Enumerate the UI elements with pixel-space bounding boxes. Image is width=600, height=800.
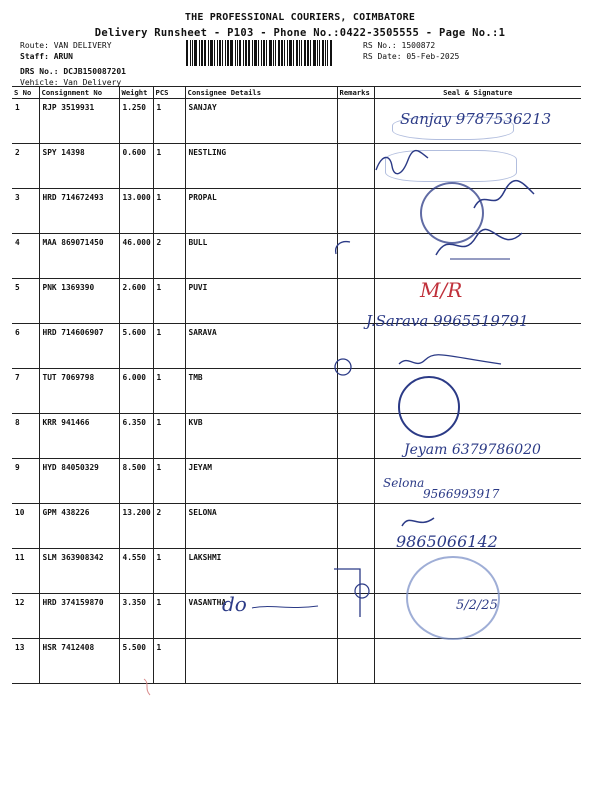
cell-seal-signature	[374, 639, 581, 684]
cell-remarks	[337, 99, 374, 144]
cell-sno: 7	[12, 369, 39, 414]
cell-weight: 6.000	[119, 369, 153, 414]
signature-row11-phone: 9865066142	[396, 532, 498, 551]
cell-consignee: BULL	[185, 234, 337, 279]
cell-pcs: 1	[153, 189, 185, 234]
cell-sno: 3	[12, 189, 39, 234]
route-label: Route: VAN DELIVERY	[20, 41, 112, 50]
cell-remarks	[337, 639, 374, 684]
cell-weight: 13.000	[119, 189, 153, 234]
cell-weight: 13.200	[119, 504, 153, 549]
cell-pcs: 1	[153, 324, 185, 369]
table-row	[12, 189, 581, 234]
cell-pcs: 1	[153, 639, 185, 684]
cell-consignment-no: KRR 941466	[39, 414, 119, 459]
table-row	[12, 234, 581, 279]
cell-remarks	[337, 414, 374, 459]
col-header-consignment: Consignment No	[39, 87, 119, 99]
cell-sno: 2	[12, 144, 39, 189]
cell-weight: 5.500	[119, 639, 153, 684]
date-row12: 5/2/25	[456, 598, 498, 613]
signature-row6: J.Sarava 9965519791	[366, 312, 529, 330]
cell-consignee: LAKSHMI	[185, 549, 337, 594]
signature-row9: Jeyam 6379786020	[404, 442, 541, 458]
company-title: THE PROFESSIONAL COURIERS, COIMBATORE	[184, 12, 416, 23]
cell-pcs: 1	[153, 549, 185, 594]
cell-consignment-no: SLM 363908342	[39, 549, 119, 594]
cell-sno: 11	[12, 549, 39, 594]
cell-remarks	[337, 504, 374, 549]
table-row	[12, 324, 581, 369]
seal-stamp-row8	[398, 376, 460, 438]
cell-remarks	[337, 459, 374, 504]
cell-weight: 6.350	[119, 414, 153, 459]
drs-number: DRS No.: DCJB150087201	[20, 67, 126, 76]
cell-consignment-no: MAA 869071450	[39, 234, 119, 279]
seal-stamp-row3	[420, 182, 484, 244]
cell-pcs: 2	[153, 504, 185, 549]
cell-remarks	[337, 234, 374, 279]
cell-sno: 1	[12, 99, 39, 144]
mark-row5: M/R	[420, 278, 463, 302]
vehicle-label: Vehicle: Van Delivery	[20, 78, 122, 87]
cell-consignment-no: PNK 1369390	[39, 279, 119, 324]
table-header-row	[12, 87, 581, 99]
cell-consignee: VASANTHA	[185, 594, 337, 639]
cell-consignment-no: HRD 714606907	[39, 324, 119, 369]
cell-pcs: 1	[153, 144, 185, 189]
signature-row10-name: Selona	[383, 476, 425, 490]
cell-pcs: 1	[153, 459, 185, 504]
cell-consignee: SANJAY	[185, 99, 337, 144]
cell-sno: 6	[12, 324, 39, 369]
cell-seal-signature	[374, 234, 581, 279]
cell-consignee: JEYAM	[185, 459, 337, 504]
rs-number: RS No.: 1500872	[363, 41, 436, 50]
cell-consignee: KVB	[185, 414, 337, 459]
cell-consignment-no: HRD 374159870	[39, 594, 119, 639]
runsheet-meta-right	[363, 40, 459, 62]
cell-pcs: 1	[153, 369, 185, 414]
cell-weight: 8.500	[119, 459, 153, 504]
cell-sno: 9	[12, 459, 39, 504]
cell-consignee: PUVI	[185, 279, 337, 324]
col-header-pcs: PCS	[153, 87, 185, 99]
cell-consignment-no: HRD 714672493	[39, 189, 119, 234]
cell-consignment-no: RJP 3519931	[39, 99, 119, 144]
cell-weight: 2.600	[119, 279, 153, 324]
cell-remarks	[337, 369, 374, 414]
col-header-weight: Weight	[119, 87, 153, 99]
seal-stamp-row2	[385, 150, 517, 182]
signature-row1: Sanjay 9787536213	[400, 110, 552, 128]
cell-pcs: 1	[153, 99, 185, 144]
cell-consignment-no: HYD 84050329	[39, 459, 119, 504]
col-header-seal: Seal & Signature	[374, 87, 581, 99]
cell-weight: 3.350	[119, 594, 153, 639]
cell-sno: 10	[12, 504, 39, 549]
col-header-sno: S No	[12, 87, 39, 99]
table-row	[12, 639, 581, 684]
rs-date: RS Date: 05-Feb-2025	[363, 52, 460, 61]
cell-weight: 5.600	[119, 324, 153, 369]
cell-consignee	[185, 639, 337, 684]
cell-remarks	[337, 594, 374, 639]
cell-consignment-no: GPM 438226	[39, 504, 119, 549]
cell-sno: 12	[12, 594, 39, 639]
cell-consignment-no: TUT 7069798	[39, 369, 119, 414]
mark-row13: do	[222, 592, 247, 616]
cell-remarks	[337, 549, 374, 594]
cell-weight: 0.600	[119, 144, 153, 189]
cell-consignee: SARAVA	[185, 324, 337, 369]
cell-sno: 13	[12, 639, 39, 684]
cell-consignee: NESTLING	[185, 144, 337, 189]
cell-pcs: 1	[153, 414, 185, 459]
cell-weight: 1.250	[119, 99, 153, 144]
cell-consignee: SELONA	[185, 504, 337, 549]
cell-pcs: 1	[153, 279, 185, 324]
cell-sno: 4	[12, 234, 39, 279]
cell-consignment-no: SPY 14398	[39, 144, 119, 189]
cell-remarks	[337, 324, 374, 369]
staff-label: Staff: ARUN	[20, 52, 73, 61]
cell-seal-signature	[374, 324, 581, 369]
cell-sno: 5	[12, 279, 39, 324]
cell-consignee: TMB	[185, 369, 337, 414]
signature-row10-phone: 9566993917	[423, 487, 500, 501]
col-header-consignee: Consignee Details	[185, 87, 337, 99]
cell-consignment-no: HSR 7412408	[39, 639, 119, 684]
cell-remarks	[337, 189, 374, 234]
runsheet-meta-left	[20, 40, 126, 88]
table-row	[12, 369, 581, 414]
cell-pcs: 2	[153, 234, 185, 279]
cell-sno: 8	[12, 414, 39, 459]
runsheet-subtitle: Delivery Runsheet - P103 - Phone No.:0422-3505555 - Page No.:1	[94, 27, 506, 39]
col-header-remarks: Remarks	[337, 87, 374, 99]
cell-consignee: PROPAL	[185, 189, 337, 234]
barcode-graphic	[186, 40, 356, 66]
cell-weight: 4.550	[119, 549, 153, 594]
cell-weight: 46.000	[119, 234, 153, 279]
cell-remarks	[337, 144, 374, 189]
cell-pcs: 1	[153, 594, 185, 639]
